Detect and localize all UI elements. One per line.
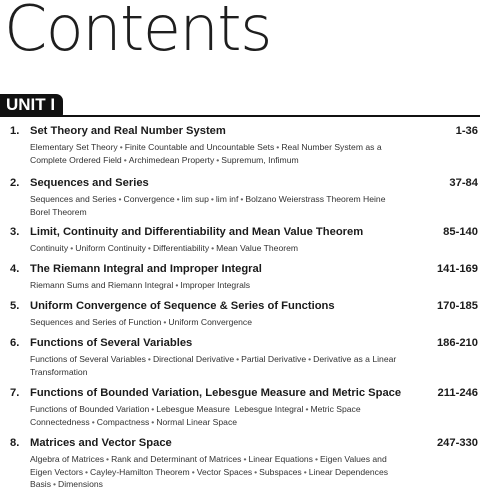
chapter-heading: [0, 298, 480, 314]
topic: Cayley-Hamilton Theorem: [90, 466, 190, 477]
chapter-heading: [0, 261, 480, 277]
topic: Functions of Several Variables: [30, 354, 146, 364]
chapter-7[interactable]: [0, 385, 480, 428]
chapter-pages: 186-210: [436, 337, 478, 349]
topic: Vector Spaces: [196, 466, 253, 477]
bullet-separator: •: [175, 280, 179, 290]
topic: lim sup: [181, 194, 209, 204]
bullet-separator: •: [210, 194, 214, 204]
page-title: Contents: [4, 0, 271, 65]
topic: Derivative as a Linear Transformation: [30, 354, 397, 377]
chapter-number: 4.: [10, 263, 20, 275]
bullet-separator: •: [119, 142, 123, 152]
bullet-separator: •: [151, 404, 155, 414]
topic: Archimedean Property: [128, 154, 215, 165]
chapter-4[interactable]: [0, 261, 480, 292]
topic: Uniform Convergence: [168, 317, 252, 327]
topic: Linear Dependences Basis: [30, 466, 389, 489]
bullet-separator: •: [147, 354, 151, 364]
chapter-number: 6.: [10, 337, 20, 349]
topic: Dimensions: [58, 479, 103, 489]
bullet-separator: •: [276, 142, 280, 152]
topic: Real Number System as a Complete Ordered Field: [30, 142, 382, 165]
bullet-separator: •: [151, 416, 155, 427]
topic: Differentiability: [152, 243, 210, 253]
bullet-separator: •: [91, 416, 95, 427]
topic: Sequences and Series of Function: [30, 317, 162, 327]
bullet-separator: •: [147, 243, 151, 253]
chapter-title[interactable]: Sequences and Series: [30, 177, 149, 189]
bullet-separator: •: [211, 243, 215, 253]
bullet-separator: •: [53, 479, 57, 489]
chapter-title[interactable]: Limit, Continuity and Differentiability and Mean Value Theorem: [30, 226, 364, 238]
bullet-separator: •: [106, 454, 110, 464]
chapter-title[interactable]: Matrices and Vector Space: [30, 437, 172, 449]
bullet-separator: •: [191, 466, 195, 477]
chapter-topics: [30, 316, 404, 329]
chapter-pages: 37-84: [449, 177, 478, 189]
topic: Subspaces: [259, 466, 302, 477]
topic: Normal Linear Space: [156, 416, 238, 427]
chapter-topics: [30, 353, 404, 378]
chapter-number: 8.: [10, 437, 20, 449]
chapter-number: 3.: [10, 226, 20, 238]
chapter-number: 1.: [10, 125, 20, 137]
bullet-separator: •: [163, 317, 167, 327]
bullet-separator: •: [118, 194, 122, 204]
topic: Supremum, Infimum: [221, 154, 299, 165]
unit-divider: [0, 115, 480, 117]
chapter-heading: [0, 123, 480, 139]
topic: Metric Space Connectedness: [30, 404, 361, 427]
chapter-pages: 247-330: [436, 437, 478, 449]
chapter-title[interactable]: Functions of Several Variables: [30, 337, 193, 349]
chapter-title[interactable]: Uniform Convergence of Sequence & Series of Functions: [30, 300, 335, 312]
chapter-pages: 170-185: [436, 300, 478, 312]
topic: Improper Integrals: [180, 280, 251, 290]
bullet-separator: •: [70, 243, 74, 253]
topic: Eigen Values and Eigen Vectors: [30, 454, 387, 477]
chapter-pages: 1-36: [455, 125, 478, 137]
topic: Lebesgue Integral: [234, 404, 304, 414]
chapter-6[interactable]: [0, 335, 480, 378]
bullet-separator: •: [123, 154, 127, 165]
bullet-separator: •: [314, 454, 318, 464]
chapter-topics: [30, 453, 404, 491]
topic: Directional Derivative: [152, 354, 235, 364]
chapter-number: 2.: [10, 177, 20, 189]
chapter-topics: [30, 279, 404, 292]
bullet-separator: •: [176, 194, 180, 204]
topic: Riemann Sums and Riemann Integral: [30, 280, 174, 290]
bullet-separator: •: [254, 466, 258, 477]
chapter-5[interactable]: [0, 298, 480, 329]
chapter-heading: [0, 224, 480, 240]
topic: Linear Equations: [248, 454, 313, 464]
chapter-topics: [30, 193, 404, 218]
chapter-2[interactable]: [0, 175, 480, 218]
topic: Uniform Continuity: [75, 243, 146, 253]
chapter-pages: 85-140: [443, 226, 478, 238]
topic: Lebesgue Measure: [156, 404, 230, 414]
bullet-separator: •: [243, 454, 247, 464]
chapter-title[interactable]: The Riemann Integral and Improper Integral: [30, 263, 262, 275]
topic: lim inf: [215, 194, 239, 204]
chapter-topics: [30, 242, 404, 255]
bullet-separator: •: [240, 194, 244, 204]
unit-header: [0, 94, 480, 118]
topic: Convergence: [123, 194, 175, 204]
topic: Algebra of Matrices: [30, 454, 105, 464]
chapter-number: 5.: [10, 300, 20, 312]
topic: Rank and Determinant of Matrices: [111, 454, 242, 464]
chapter-pages: 141-169: [436, 263, 478, 275]
chapter-heading: [0, 335, 480, 351]
topic: Continuity: [30, 243, 69, 253]
chapter-title[interactable]: Functions of Bounded Variation, Lebesgue Measure and Metric Space: [30, 387, 402, 399]
bullet-separator: •: [305, 404, 309, 414]
bullet-separator: •: [236, 354, 240, 364]
topic: Partial Derivative: [241, 354, 307, 364]
bullet-separator: •: [216, 154, 220, 165]
topic: Elementary Set Theory: [30, 142, 118, 152]
chapter-heading: [0, 435, 480, 451]
topic: Compactness: [96, 416, 150, 427]
chapter-topics: [30, 141, 404, 166]
topic: Finite Countable and Uncountable Sets: [124, 142, 275, 152]
chapter-3[interactable]: [0, 224, 480, 255]
bullet-separator: •: [303, 466, 307, 477]
chapter-pages: 211-246: [437, 387, 478, 399]
bullet-separator: •: [308, 354, 312, 364]
chapter-heading: [0, 385, 480, 401]
unit-badge: UNIT I: [0, 94, 63, 116]
chapter-8[interactable]: [0, 435, 480, 491]
topic: Functions of Bounded Variation: [30, 404, 150, 414]
topic: Mean Value Theorem: [216, 243, 299, 253]
bullet-separator: •: [85, 466, 89, 477]
topic: Bolzano Weierstrass Theorem Heine Borel Theorem: [30, 194, 386, 217]
chapter-title[interactable]: Set Theory and Real Number System: [30, 125, 226, 137]
topic: Sequences and Series: [30, 194, 117, 204]
chapter-1[interactable]: [0, 123, 480, 166]
chapter-topics: [30, 403, 404, 428]
chapter-heading: [0, 175, 480, 191]
chapter-number: 7.: [10, 387, 20, 399]
